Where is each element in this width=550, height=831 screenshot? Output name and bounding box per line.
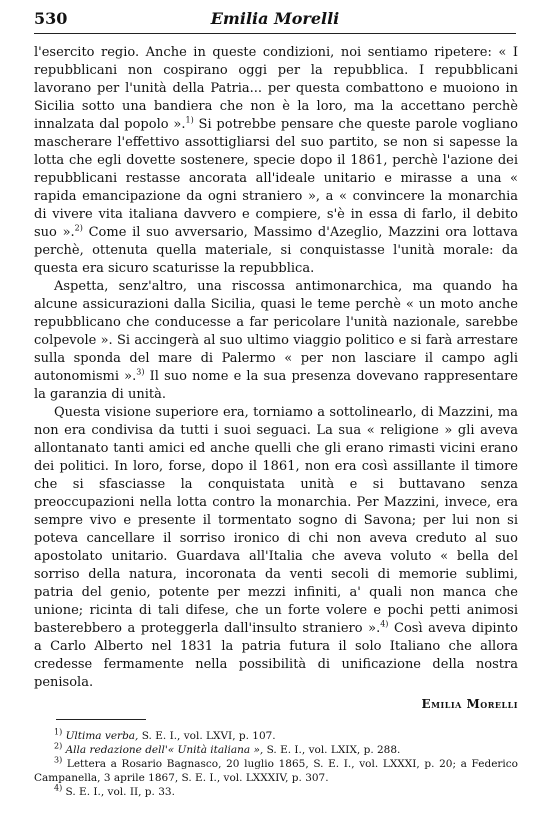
text-run: Il suo nome e la sua presenza dovevano rappresentare la garanzia di unità. xyxy=(34,369,519,402)
header-rule xyxy=(34,33,516,34)
footnote-rule xyxy=(56,719,146,720)
footnote-mark: 2) xyxy=(54,741,63,751)
text-run: Così aveva dipinto a Carlo Alberto nel 1831 la patria futura il solo Italiano che allora credesse fermamente nella possibilità di unificazione della nostra penisola. xyxy=(34,621,518,690)
page-number: 530 xyxy=(34,9,68,28)
footnote-text: Lettera a Rosario Bagnasco, 20 luglio 1865, S. E. I., vol. LXXXI, p. 20; a Federico Campanella, 3 aprile 1867, S. E. I., vol. LXXXIV, p. 307. xyxy=(34,758,518,784)
footnote-title: Alla redazione dell'« Unità italiana », xyxy=(65,744,264,756)
text-run: Come il suo avversario, Massimo d'Azeglio, Mazzini ora lottava perchè, ottenuta quella materiale, si conquistasse l'unità morale: da questa era sicuro scaturisse la repubblica. xyxy=(34,225,518,276)
footnote-text: S. E. I., vol. LXVI, p. 107. xyxy=(138,730,276,742)
footnote-mark: 1) xyxy=(54,727,63,737)
text-run: Aspetta, senz'altro, una riscossa antimonarchica, ma quando ha alcune assicurazioni dalla Sicilia, quasi le teme perchè « un moto anche repubblicano che conducesse a far pericolare l'unità nazionale, sarebbe colpevole ». Si accingerà al suo ultimo viaggio politico e si farà arrestare sulla sponda del mare di Palermo « per non lasciare il campo agli autonomismi ». xyxy=(34,279,518,384)
footnote-3 xyxy=(34,757,518,785)
text-run: Si potrebbe pensare che queste parole vogliano mascherare l'effettivo assottigliarsi del suo partito, se non si sapesse la lotta che egli dovette sostenere, specie dopo il 1861, perchè l'azione dei repubblicani restasse ancorata all'ideale unitario e mirasse a una « rapida emancipazione da ogni straniero », a « convincere la monarchia di vivere vita italiana davvero e compiere, s'è in essa di farlo, il debito suo ». xyxy=(34,117,518,240)
footnote-ref[interactable]: 2) xyxy=(74,223,83,233)
footnote-text: S. E. I., vol. II, p. 33. xyxy=(62,786,175,798)
author-signature: Emilia Morelli xyxy=(421,697,518,711)
running-head: Emilia Morelli xyxy=(210,9,340,28)
paragraph-3 xyxy=(34,404,518,692)
text-run: Questa visione superiore era, torniamo a sottolinearlo, di Mazzini, ma non era condivisa da tutti i suoi seguaci. La sua « religione » gli aveva allontanato tanti amici ed anche quelli che gli erano rimasti vicini erano dei politici. In loro, forse, dopo il 1861, non era così assillante il timore che si sfasciasse la conquistata unità e si buttavano senza preoccupazioni nella lotta contro la monarchia. Per Mazzini, invece, era sempre vivo e presente il tormentato sogno di Savona; per lui non si poteva cancellare il sorriso ironico di chi non aveva creduto al suo apostolato unitario. Guardava all'Italia che aveva voluto « bella del sorriso della natura, incoronata da venti secoli di memorie sublimi, patria del genio, potente per mezzi infiniti, a' quali non manca che unione; ricinta di tali difese, che un forte volere e pochi petti animosi basterebbero a proteggerla dall'insulto straniero ». xyxy=(34,405,518,636)
footnote-2 xyxy=(34,743,518,757)
footnote-ref[interactable]: 1) xyxy=(185,115,194,125)
footnote-1 xyxy=(34,729,518,743)
paragraph-1 xyxy=(34,44,518,278)
footnotes xyxy=(34,729,518,799)
body-text xyxy=(34,44,518,713)
footnote-4 xyxy=(34,785,518,799)
footnote-ref[interactable]: 4) xyxy=(380,619,389,629)
paragraph-2 xyxy=(34,278,518,404)
text-run: l'esercito regio. Anche in queste condizioni, noi sentiamo ripetere: « I repubblicani non cospirano oggi per la repubblica. I repubblicani lavorano per l'unità della Patria... per questa combattono e muoiono in Sicilia sotto una bandiera che non è la loro, ma la accettano perchè innalzata dal popolo ». xyxy=(34,45,518,132)
page-header xyxy=(34,8,516,30)
footnote-mark: 4) xyxy=(54,783,63,793)
footnote-mark: 3) xyxy=(54,755,63,765)
footnote-text: S. E. I., vol. LXIX, p. 288. xyxy=(263,744,401,756)
footnote-title: Ultima verba, xyxy=(65,730,139,742)
footnote-ref[interactable]: 3) xyxy=(136,367,145,377)
